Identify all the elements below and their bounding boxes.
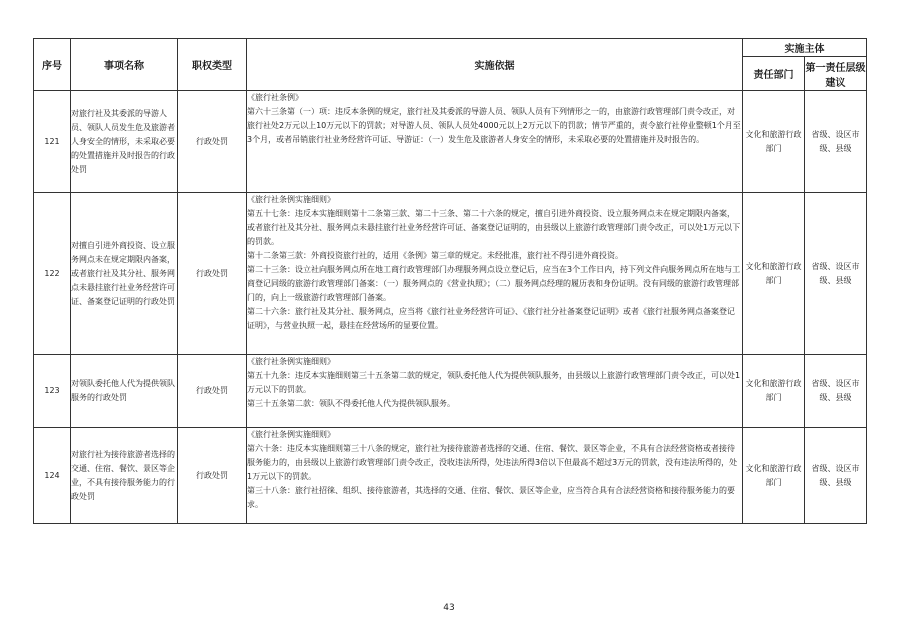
- row-dept: 文化和旅游行政部门: [743, 91, 805, 193]
- row-basis: 《旅行社条例实施细则》 第五十九条：违反本实施细则第三十五条第二款的规定，领队委托他人代为提供领队服务，由县级以上旅游行政管理部门责令改正，可以处1万元以下的罚款。 第三十五条第二款：领队不得委托他人代为提供领队服务。: [247, 355, 743, 428]
- page-number: 43: [443, 603, 455, 613]
- table-row: [34, 428, 867, 524]
- matters-table: [33, 38, 867, 524]
- row-name: 对擅自引进外商投资、设立服务网点未在规定期限内备案，或者旅行社及其分社、服务网点未悬挂旅行社业务经营许可证、备案登记证明的行政处罚: [71, 193, 178, 355]
- row-type: 行政处罚: [178, 91, 247, 193]
- header-name: 事项名称: [71, 39, 178, 91]
- header-no: 序号: [34, 39, 71, 91]
- row-name: 对旅行社为接待旅游者选择的交通、住宿、餐饮、景区等企业，不具有接待服务能力的行政处罚: [71, 428, 178, 524]
- row-name: 对旅行社及其委派的导游人员、领队人员发生危及旅游者人身安全的情形，未采取必要的处置措施并及时报告的行政处罚: [71, 91, 178, 193]
- row-level: 省级、设区市级、县级: [805, 355, 867, 428]
- row-level: 省级、设区市级、县级: [805, 428, 867, 524]
- table-row: [34, 355, 867, 428]
- row-basis: 《旅行社条例实施细则》 第五十七条：违反本实施细则第十二条第三款、第二十三条、第二十六条的规定，擅自引进外商投资、设立服务网点未在规定期限内备案，或者旅行社及其分社、服务网点未悬挂旅行社业务经营许可证、备案登记证明的，由县级以上旅游行政管理部门责令改正，可以处1万元以下的罚款。 第十二条第三款：外商投资旅行社的，适用《条例》第三章的规定。未经批准，旅行社不得引进外商投资。 第二十三条：设立社向服务网点所在地工商行政管理部门办理服务网点设立登记后，应当在3个工作日内，持下列文件向服务网点所在地与工商登记同级的旅游行政管理部门备案：（一）服务网点的《营业执照》；（二）服务网点经理的履历表和身份证明。没有同级的旅游行政管理部门的，向上一级旅游行政管理部门备案。 第二十六条：旅行社及其分社、服务网点，应当将《旅行社业务经营许可证》、《旅行社分社备案登记证明》或者《旅行社服务网点备案登记证明》，与营业执照一起，悬挂在经营场所的显要位置。: [247, 193, 743, 355]
- header-subject: 实施主体: [743, 39, 867, 57]
- row-no: 124: [34, 428, 71, 524]
- header-dept: 责任部门: [743, 57, 805, 91]
- row-basis: 《旅行社条例实施细则》 第六十条：违反本实施细则第三十八条的规定，旅行社为接待旅游者选择的交通、住宿、餐饮、景区等企业，不具有合法经营资格或者接待服务能力的，由县级以上旅游行政管理部门责令改正，没收违法所得，处违法所得3倍以下但最高不超过3万元的罚款，没有违法所得的，处1万元以下的罚款。 第三十八条：旅行社招徕、组织、接待旅游者，其选择的交通、住宿、餐饮、景区等企业，应当符合具有合法经营资格和接待服务能力的要求。: [247, 428, 743, 524]
- row-level: 省级、设区市级、县级: [805, 91, 867, 193]
- row-type: 行政处罚: [178, 193, 247, 355]
- row-level: 省级、设区市级、县级: [805, 193, 867, 355]
- row-dept: 文化和旅游行政部门: [743, 428, 805, 524]
- row-type: 行政处罚: [178, 355, 247, 428]
- table-row: [34, 193, 867, 355]
- table-row: [34, 91, 867, 193]
- header-level: 第一责任层级建议: [805, 57, 867, 91]
- row-basis: 《旅行社条例》 第六十三条第（一）项：违反本条例的规定，旅行社及其委派的导游人员、领队人员有下列情形之一的，由旅游行政管理部门责令改正，对旅行社处2万元以上10万元以下的罚款；对导游人员、领队人员处4000元以上2万元以下的罚款；情节严重的，责令旅行社停业整顿1个月至3个月，或者吊销旅行社业务经营许可证、导游证：（一）发生危及旅游者人身安全的情形，未采取必要的处置措施并及时报告的。: [247, 91, 743, 193]
- header-basis: 实施依据: [247, 39, 743, 91]
- row-dept: 文化和旅游行政部门: [743, 355, 805, 428]
- row-dept: 文化和旅游行政部门: [743, 193, 805, 355]
- row-no: 121: [34, 91, 71, 193]
- row-type: 行政处罚: [178, 428, 247, 524]
- header-type: 职权类型: [178, 39, 247, 91]
- row-name: 对领队委托他人代为提供领队服务的行政处罚: [71, 355, 178, 428]
- row-no: 123: [34, 355, 71, 428]
- row-no: 122: [34, 193, 71, 355]
